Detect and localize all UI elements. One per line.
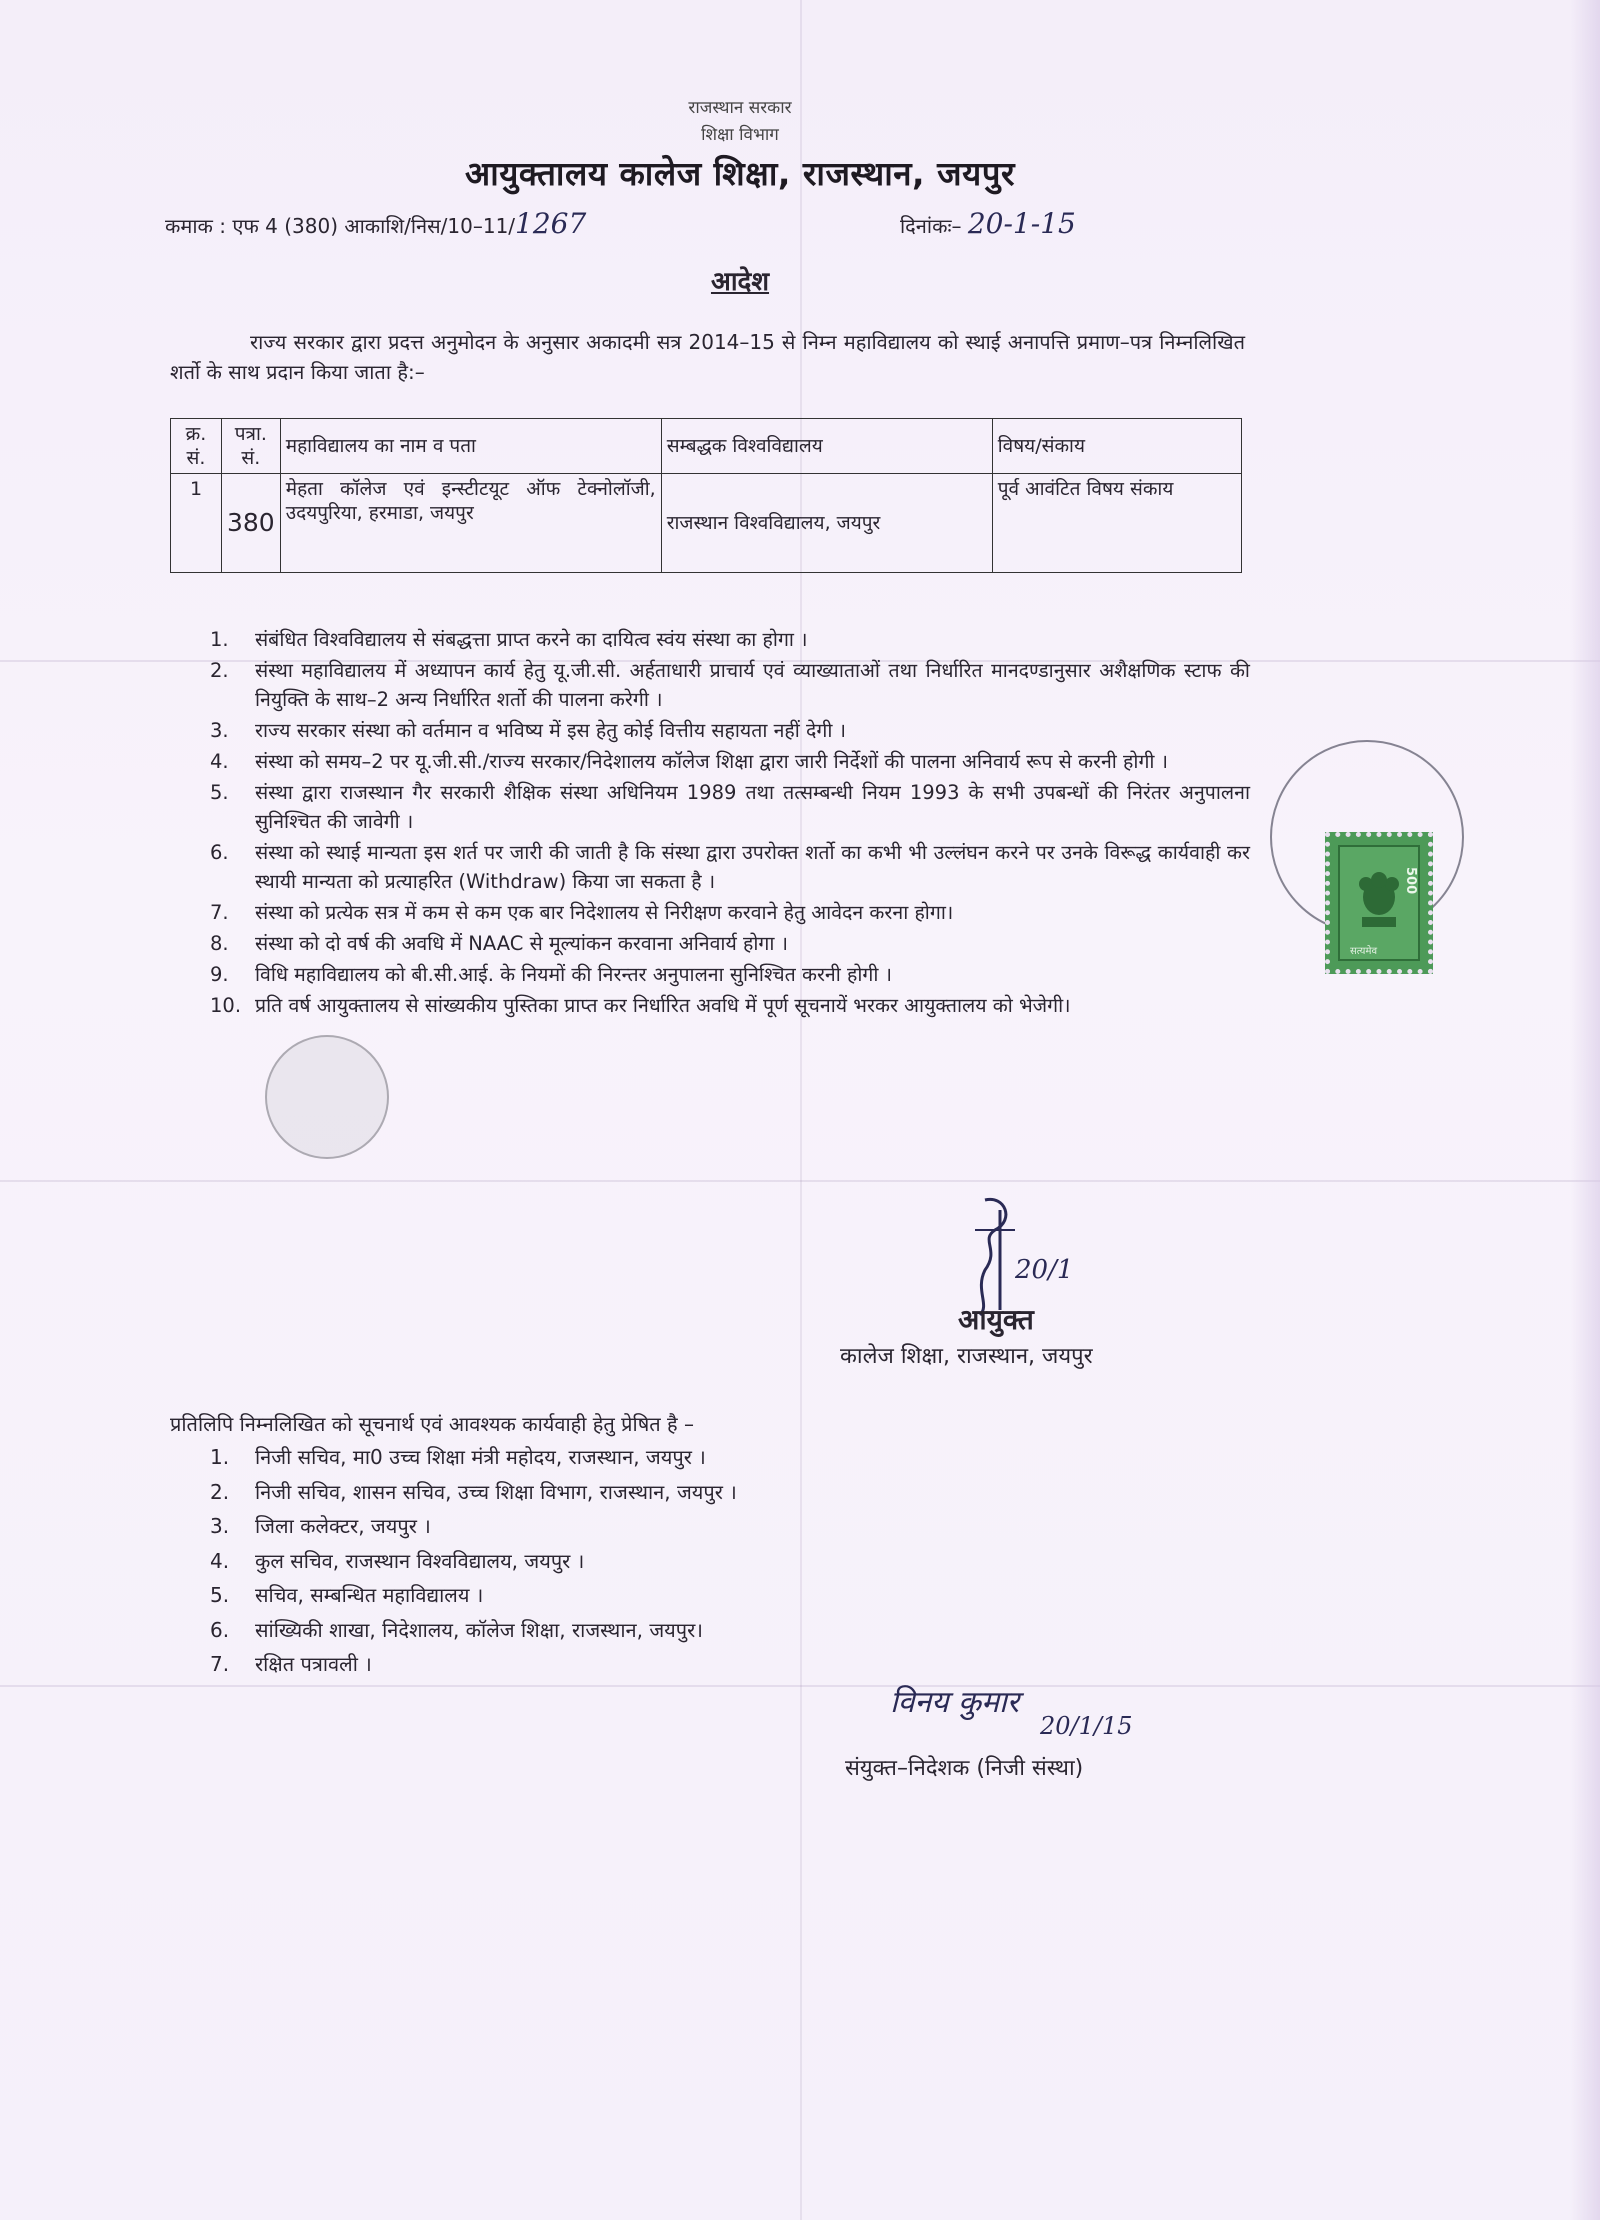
copy-text: सचिव, सम्बन्धित महाविद्यालय ।: [255, 1583, 484, 1607]
condition-number: 6.: [210, 841, 229, 864]
condition-text: संबंधित विश्वविद्यालय से संबद्धत्ता प्राप्त करने का दायित्व स्वंय संस्था का होगा ।: [255, 628, 808, 651]
table-cell-file-no: 380: [222, 474, 281, 573]
condition-text: प्रति वर्ष आयुक्तालय से सांख्यकीय पुस्तिका प्राप्त कर निर्धारित अवधि में पूर्ण सूचनायें भरकर आयुक्तालय को भेजेगी।: [255, 994, 1071, 1017]
reference-handwritten: 1267: [515, 207, 587, 240]
copy-text: निजी सचिव, शासन सचिव, उच्च शिक्षा विभाग, राजस्थान, जयपुर ।: [255, 1479, 737, 1504]
college-table: [170, 418, 1242, 573]
stamp-value: 500: [1403, 867, 1418, 895]
signature1-title: आयुक्त: [958, 1303, 1034, 1336]
condition-item: [210, 838, 1250, 896]
copy-item: [210, 1475, 1110, 1510]
condition-text: संस्था को समय–2 पर यू.जी.सी./राज्य सरकार/निदेशालय कॉलेज शिक्षा द्वारा जारी निर्देशों की पालना अनिवार्य रूप से करनी होगी ।: [255, 750, 1169, 773]
round-seal: [265, 1035, 389, 1159]
emblem-icon: [1352, 862, 1406, 942]
condition-number: 1.: [210, 628, 229, 651]
copy-text: कुल सचिव, राजस्थान विश्वविद्यालय, जयपुर ।: [255, 1548, 585, 1573]
copy-number: 3.: [210, 1514, 230, 1538]
signature1-date: 20/1: [1015, 1255, 1074, 1285]
condition-text: संस्था को स्थाई मान्यता इस शर्त पर जारी की जाती है कि संस्था द्वारा उपरोक्त शर्तो का कभी भी उल्लंघन करने पर उनके विरूद्ध कार्यवाही कर स्थायी मान्यता को प्रत्याहरित (Withdraw) किया जा सकता है ।: [255, 841, 1250, 893]
condition-text: संस्था को प्रत्येक सत्र में कम से कम एक बार निदेशालय से निरीक्षण करवाने हेतु आवेदन करना होगा।: [255, 901, 954, 924]
reference-printed: कमाक : एफ 4 (380) आकाशि/निस/10–11/: [165, 214, 516, 238]
condition-item: [210, 960, 1250, 989]
table-cell-subject: पूर्व आवंटित विषय संकाय: [992, 474, 1241, 573]
copy-text: रक्षित पत्रावली ।: [255, 1652, 372, 1676]
signature2-date: 20/1/15: [1040, 1712, 1133, 1740]
copy-number: 6.: [210, 1617, 230, 1642]
copies-list: [210, 1440, 1110, 1682]
condition-text: संस्था को दो वर्ष की अवधि में NAAC से मूल्यांकन करवाना अनिवार्य होगा ।: [255, 932, 788, 955]
table-cell-sno: 1: [171, 474, 222, 573]
copy-text: सांख्यिकी शाखा, निदेशालय, कॉलेज शिक्षा, राजस्थान, जयपुर।: [255, 1617, 703, 1642]
table-row: [171, 474, 1242, 573]
condition-number: 3.: [210, 719, 229, 742]
table-header-cell: पत्रा. सं.: [222, 419, 281, 474]
condition-item: [210, 625, 1250, 654]
condition-number: 7.: [210, 901, 229, 924]
reference-date: [900, 207, 1076, 240]
copy-item: [210, 1440, 1110, 1475]
table-cell-university: राजस्थान विश्वविद्यालय, जयपुर: [661, 474, 992, 573]
signature2-title: संयुक्त–निदेशक (निजी संस्था): [845, 1756, 1084, 1781]
dept-label: शिक्षा विभाग: [701, 125, 779, 145]
condition-item: [210, 747, 1250, 776]
intro-paragraph: राज्य सरकार द्वारा प्रदत्त अनुमोदन के अनुसार अकादमी सत्र 2014–15 से निम्न महाविद्यालय को स्थाई अनापत्ति प्रमाण–पत्र निम्नलिखित शर्तो के साथ प्रदान किया जाता है:–: [170, 330, 1245, 384]
copy-number: 2.: [210, 1479, 230, 1504]
condition-item: [210, 991, 1250, 1020]
condition-number: 4.: [210, 750, 229, 773]
condition-number: 8.: [210, 932, 229, 955]
condition-text: संस्था द्वारा राजस्थान गैर सरकारी शैक्षिक संस्था अधिनियम 1989 तथा तत्सम्बन्धी नियम 1993 के सभी उपबन्धों की निरंतर अनुपालना सुनिश्चित की जावेगी ।: [255, 781, 1250, 833]
copy-number: 4.: [210, 1548, 230, 1573]
order-title: आदेश: [710, 267, 770, 297]
condition-text: विधि महाविद्यालय को बी.सी.आई. के नियमों की निरन्तर अनुपालना सुनिश्चित करनी होगी ।: [255, 963, 893, 986]
table-header-cell: क्र. सं.: [171, 419, 222, 474]
condition-number: 9.: [210, 963, 229, 986]
condition-item: [210, 778, 1250, 836]
table-cell-college: मेहता कॉलेज एवं इन्स्टीटयूट ऑफ टेक्नोलॉजी, उदयपुरिया, हरमाडा, जयपुर: [280, 474, 661, 573]
signature2-handwritten: विनय कुमार: [890, 1685, 1020, 1720]
condition-item: [210, 898, 1250, 927]
condition-text: संस्था महाविद्यालय में अध्यापन कार्य हेतु यू.जी.सी. अर्हताधारी प्राचार्य एवं व्याख्याताओं तथा निर्धारित मानदण्डानुसार अशैक्षणिक स्टाफ की नियुक्ति के साथ–2 अन्य निर्धारित शर्तो की पालना करेगी ।: [255, 659, 1250, 711]
copy-number: 5.: [210, 1583, 230, 1607]
table-header-cell: विषय/संकाय: [992, 419, 1241, 474]
table-header-cell: महाविद्यालय का नाम व पता: [280, 419, 661, 474]
table-header-cell: सम्बद्धक विश्वविद्यालय: [661, 419, 992, 474]
copy-text: जिला कलेक्टर, जयपुर ।: [255, 1514, 431, 1538]
date-handwritten: 20-1-15: [967, 207, 1076, 240]
copy-text: निजी सचिव, मा0 उच्च शिक्षा मंत्री महोदय, राजस्थान, जयपुर ।: [255, 1445, 706, 1469]
copy-item: [210, 1613, 1110, 1648]
condition-number: 5.: [210, 781, 229, 804]
office-title: आयुक्तालय कालेज शिक्षा, राजस्थान, जयपुर: [465, 154, 1015, 193]
copy-number: 7.: [210, 1652, 230, 1676]
condition-text: राज्य सरकार संस्था को वर्तमान व भविष्य में इस हेतु कोई वित्तीय सहायता नहीं देगी ।: [255, 719, 846, 742]
date-label: दिनांकः–: [900, 214, 962, 238]
copy-intro: प्रतिलिपि निम्नलिखित को सूचनार्थ एवं आवश्यक कार्यवाही हेतु प्रेषित है –: [170, 1412, 695, 1436]
revenue-stamp: [1325, 832, 1433, 974]
condition-item: [210, 656, 1250, 714]
condition-number: 10.: [210, 994, 242, 1017]
paper-edge: [1570, 0, 1600, 2220]
table-header-row: [171, 419, 1242, 474]
copy-number: 1.: [210, 1445, 230, 1469]
condition-item: [210, 929, 1250, 958]
reference-number: [165, 207, 586, 240]
conditions-list: [210, 625, 1250, 1022]
gov-label: राजस्थान सरकार: [688, 98, 792, 118]
copy-item: [210, 1578, 1110, 1613]
copy-item: [210, 1509, 1110, 1544]
condition-number: 2.: [210, 659, 229, 682]
stamp-word: सत्यमेव: [1350, 946, 1377, 957]
condition-item: [210, 716, 1250, 745]
copy-item: [210, 1647, 1110, 1682]
signature1-subtitle: कालेज शिक्षा, राजस्थान, जयपुर: [840, 1344, 1093, 1369]
copy-item: [210, 1544, 1110, 1579]
